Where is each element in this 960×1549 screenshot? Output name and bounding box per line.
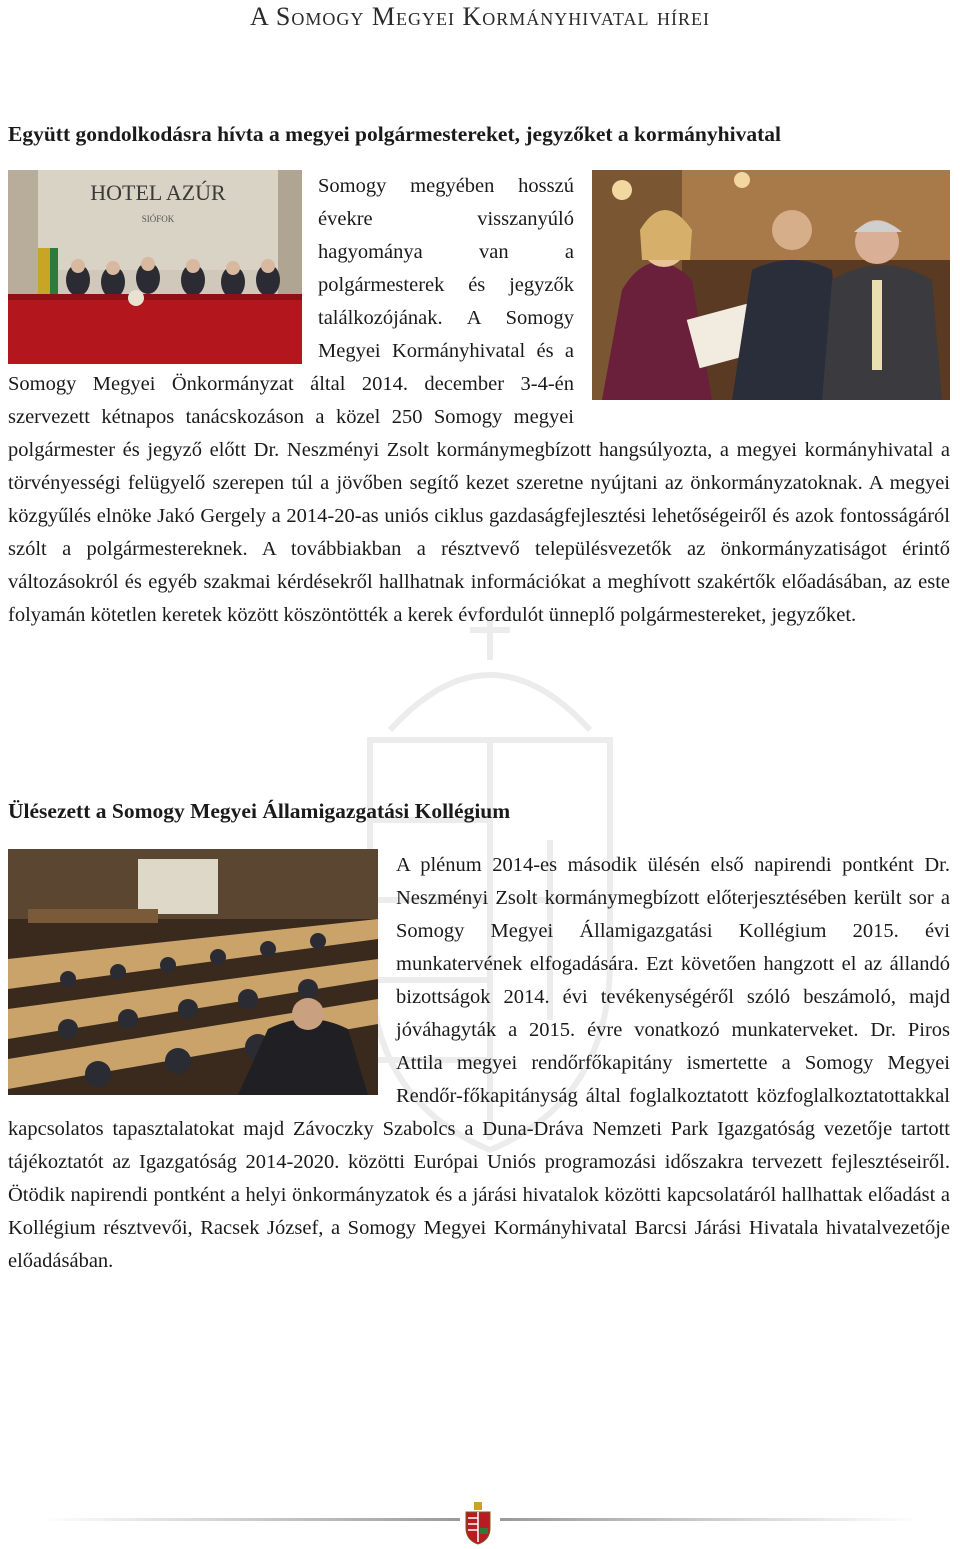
page-footer-ornament	[0, 1498, 960, 1548]
hungarian-coat-of-arms-icon	[466, 1502, 490, 1544]
page-header	[0, 0, 960, 34]
article-body: Somogy megyében hosszú évekre visszanyúló hagyománya van a polgármesterek és jegyzők találkozójának. A Somogy Megyei Kormányhivatal és a Somogy Megyei Önkormányzat által 2014. december 3-4-én szervezett kétnapos tanácskozáson a közel 250 Somogy megyei polgármester és jegyző előtt Dr. Neszményi Zsolt kormánymegbízott hangsúlyozta, a megyei kormányhivatal a törvényességi felügyelő szerepen túl a jövőben segítő kezet szeretne nyújtani az önkormányzatoknak. A megyei közgyűlés elnöke Jakó Gergely a 2014-20-as uniós ciklus gazdaságfejlesztési lehetőségeiről és azok fontosságáról szólt a polgármestereknek. A továbbiakban a résztvevő településvezetők az önkormányzatiságot érintő változásokról és egyéb szakmai kérdésekről hallhatnak információkat a meghívott szakértők előadásában, az este folyamán kötetlen keretek között köszöntötték a kerek évfordulót ünneplő polgármestereket, jegyzőket.	[8, 175, 950, 626]
college-session-hall-photo	[8, 849, 378, 1095]
article-heading: Együtt gondolkodásra hívta a megyei polgármestereket, jegyzőket a kormányhivatal	[8, 122, 781, 146]
header-title: A Somogy Megyei Kormányhivatal hírei	[250, 2, 710, 31]
photo-sign-text: HOTEL AZÚR	[90, 180, 226, 205]
photo-sign-subtext: SIÓFOK	[141, 214, 175, 224]
article-mayors-meeting	[8, 120, 950, 632]
award-handshake-photo	[592, 170, 950, 400]
article-administration-college	[8, 797, 950, 1278]
article-heading: Ülésezett a Somogy Megyei Államigazgatási Kollégium	[8, 799, 511, 823]
hotel-azur-conference-photo	[8, 170, 302, 364]
article-body: A plénum 2014-es második ülésén első napirendi pontként Dr. Neszményi Zsolt kormánymegbízott előterjesztésében került sor a Somogy Megyei Államigazgatási Kollégium 2015. évi munkatervének elfogadására. Ezt követően hangzott el az állandó bizottságok 2014. évi tevékenységéről szóló beszámoló, majd jóváhagyták a 2015. évre vonatkozó munkaterveket. Dr. Piros Attila megyei rendőrfőkapitány ismertette a Somogy Megyei Rendőr-főkapitányság által foglalkoztatott közfoglalkoztatottakkal kapcsolatos tapasztalatokat majd Závoczky Szabolcs a Duna-Dráva Nemzeti Park Igazgatóság vezetője tartott tájékoztatót az Igazgatóság 2014-2020. közötti Európai Uniós programozási időszakra tervezett fejlesztéseiről. Ötödik napirendi pontként a helyi önkormányzatok és a járási hivatalok közötti kapcsolatáról hallhattak előadást a Kollégium résztvevői, Racsek József, a Somogy Megyei Kormányhivatal Barcsi Járási Hivatala hivatalvezetője előadásában.	[8, 854, 950, 1272]
footer-divider-icon	[0, 1498, 960, 1548]
